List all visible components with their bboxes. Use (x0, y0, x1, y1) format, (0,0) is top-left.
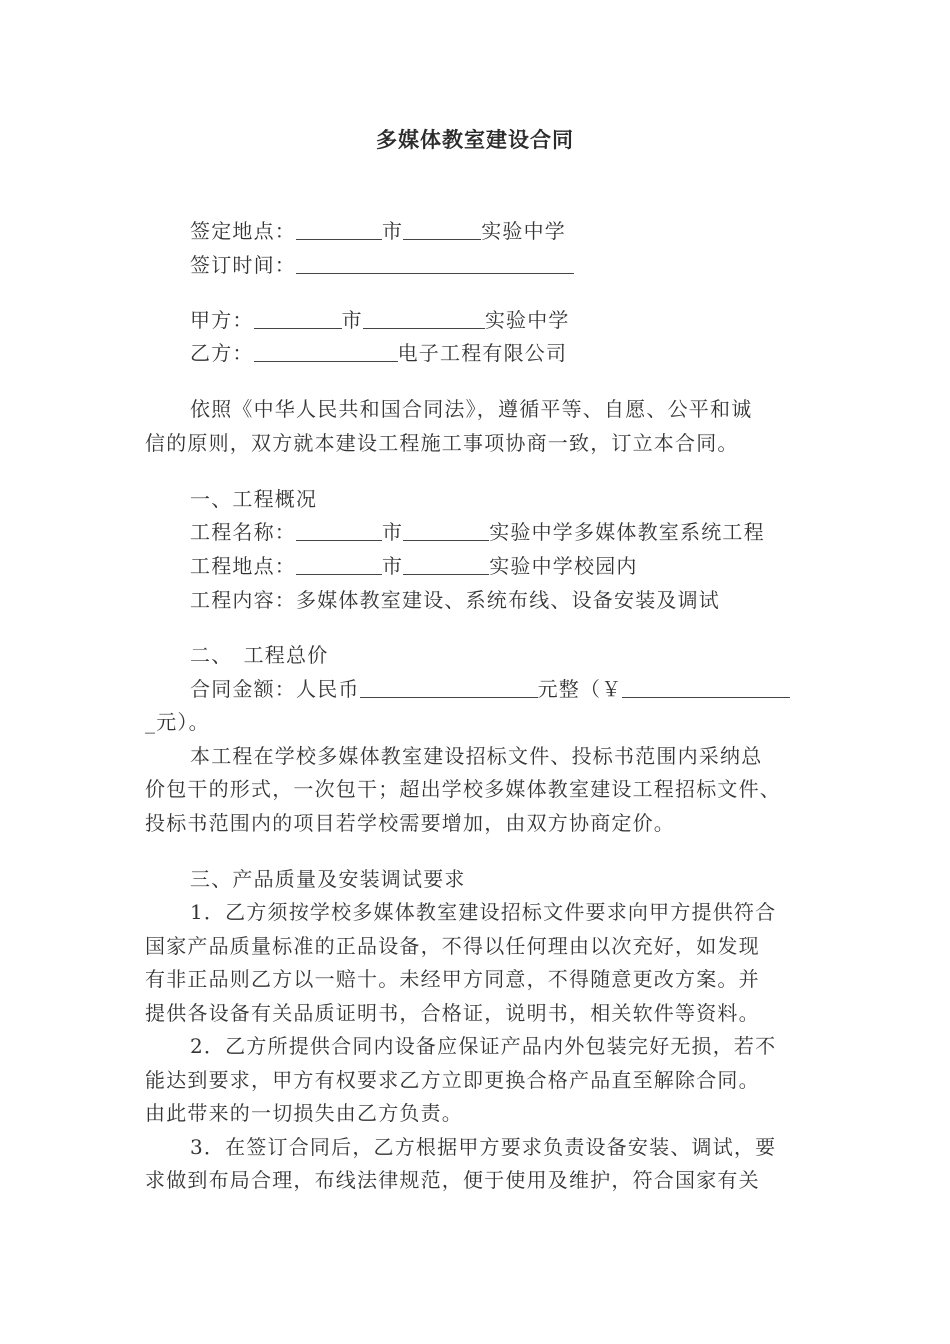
party-a-label: 甲方： (190, 308, 254, 332)
party-b-company-suffix: 电子工程有限公司 (397, 341, 568, 365)
section-heading: 一、工程概况 (190, 487, 318, 511)
paragraph-line: 价包干的形式，一次包干；超出学校多媒体教室建设工程招标文件、 (145, 777, 781, 801)
sign-time-line (190, 249, 574, 282)
project-name-line (190, 516, 765, 549)
project-city-blank[interactable] (296, 518, 382, 541)
paragraph-line: 2．乙方所提供合同内设备应保证产品内外包装完好无损，若不 (190, 1034, 777, 1058)
school-suffix: 实验中学 (481, 219, 567, 243)
project-school-blank[interactable] (403, 518, 489, 541)
section-heading: 二、 工程总价 (190, 643, 329, 667)
party-b-company-blank[interactable] (254, 339, 398, 362)
amount-number-blank[interactable] (622, 675, 790, 698)
site-city-blank[interactable] (296, 552, 382, 575)
paragraph-line: 本工程在学校多媒体教室建设招标文件、投标书范围内采纳总 (190, 744, 763, 768)
preamble-line: 依照《中华人民共和国合同法》，遵循平等、自愿、公平和诚 (190, 397, 753, 421)
city-blank[interactable] (296, 217, 382, 240)
sign-place-line (190, 215, 566, 248)
project-site-line (190, 550, 638, 583)
sign-time-label: 签订时间： (190, 253, 296, 277)
party-a-school-blank[interactable] (363, 306, 485, 329)
paragraph-line: 能达到要求，甲方有权要求乙方立即更换合格产品直至解除合同。 (145, 1068, 760, 1092)
project-site-label: 工程地点： (190, 554, 296, 578)
document-title: 多媒体教室建设合同 (376, 127, 574, 152)
sign-time-blank[interactable] (296, 251, 574, 274)
project-name-suffix: 实验中学多媒体教室系统工程 (489, 520, 765, 544)
school-blank[interactable] (403, 217, 481, 240)
paragraph-line: 投标书范围内的项目若学校需要增加，由双方协商定价。 (145, 811, 675, 835)
project-city-suffix: 市 (382, 520, 404, 544)
amount-mid: 元整（￥ (537, 677, 623, 701)
party-a-city-suffix: 市 (341, 308, 363, 332)
paragraph-line: 求做到布局合理，布线法律规范，便于使用及维护，符合国家有关 (145, 1168, 760, 1192)
amount-words-blank[interactable] (360, 675, 538, 698)
amount-label: 合同金额：人民币 (190, 677, 360, 701)
preamble-line: 信的原则，双方就本建设工程施工事项协商一致，订立本合同。 (145, 431, 739, 455)
party-a-school-suffix: 实验中学 (484, 308, 570, 332)
party-a-city-blank[interactable] (254, 306, 342, 329)
site-city-suffix: 市 (382, 554, 404, 578)
amount-tail: _元）。 (145, 710, 210, 734)
project-name-label: 工程名称： (190, 520, 296, 544)
paragraph-line: 3．在签订合同后，乙方根据甲方要求负责设备安装、调试，要 (190, 1135, 777, 1159)
site-school-blank[interactable] (403, 552, 489, 575)
paragraph-line: 有非正品则乙方以一赔十。未经甲方同意，不得随意更改方案。并 (145, 967, 760, 991)
paragraph-line: 国家产品质量标准的正品设备，不得以任何理由以次充好，如发现 (145, 934, 760, 958)
project-content-line: 工程内容：多媒体教室建设、系统布线、设备安装及调试 (190, 588, 720, 612)
party-b-label: 乙方： (190, 341, 254, 365)
city-suffix: 市 (382, 219, 404, 243)
party-b-line (190, 337, 567, 370)
contract-amount-line (190, 673, 790, 706)
site-suffix: 实验中学校园内 (489, 554, 638, 578)
paragraph-line: 提供各设备有关品质证明书，合格证，说明书，相关软件等资料。 (145, 1001, 760, 1025)
paragraph-line: 由此带来的一切损失由乙方负责。 (145, 1101, 463, 1125)
sign-place-label: 签定地点： (190, 219, 296, 243)
party-a-line (190, 304, 570, 337)
section-heading: 三、产品质量及安装调试要求 (190, 867, 466, 891)
paragraph-line: 1．乙方须按学校多媒体教室建设招标文件要求向甲方提供符合 (190, 900, 777, 924)
